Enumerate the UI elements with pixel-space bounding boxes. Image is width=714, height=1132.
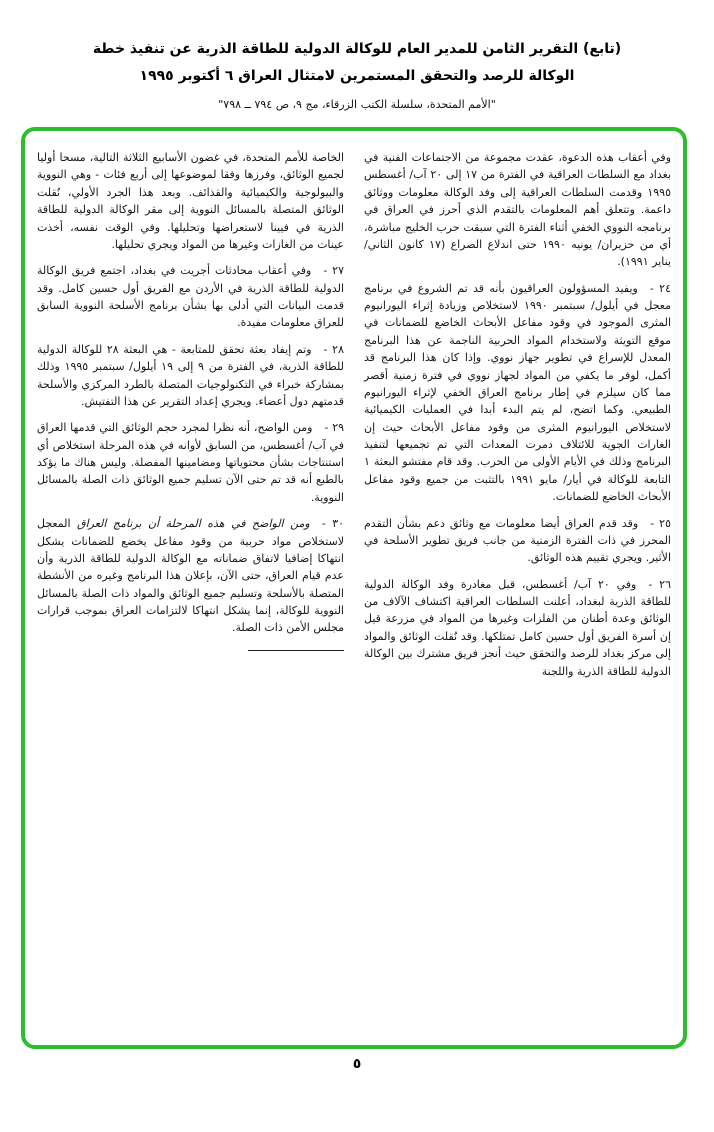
paragraph-text: الخاصة للأمم المتحدة، في غضون الأسابيع الثلاثة التالية، مسحا أوليا لجميع الوثائق، وفرزها وفقا لموضوعها إلى أربع فئات - وهي النووية والبيولوجية والكيميائية والقذائف. وبعد هذا الجرد الأولي، نُقلت الوثائق المتصلة بالمسائل النووية إلى مقر الوكالة الدولية للطاقة الذرية في فيينا لاستعراضها وتحليلها. وفي الوقت نفسه، أخذت عينات من الغازات وغيرها من المواد ويجري تحليلها. [37, 151, 344, 251]
paragraph-text: ومن الواضح، أنه نظرا لمجرد حجم الوثائق التي قدمها العراق في آب/ أغسطس، من السابق لأوانه في هذه المرحلة استخلاص أي استنتاجات بشأن محتوياتها ومضامينها المفصلة. وليس هناك ما يؤكد بالطبع أنه قد تم حتى الآن تسليم جميع الوثائق ذات الصلة بالمسائل النووية. [37, 421, 344, 504]
paragraph-italic-lead: ومن الواضح في هذه المرحلة أن برنامج العراق [77, 517, 310, 531]
paragraph-number: ٣٠ - [321, 517, 345, 531]
paragraph-30 [37, 515, 344, 637]
paragraph-number: ٢٨ - [323, 342, 344, 356]
paragraph-29 [37, 419, 344, 506]
paragraph-number: ٢٩ - [324, 421, 345, 435]
paragraph-number: ٢٤ - [649, 281, 671, 295]
paragraph-text: وفي أعقاب هذه الدعوة، عقدت مجموعة من الاجتماعات الفنية في بغداد مع السلطات العراقية في الفترة من ١٧ إلى ٢٠ آب/ أغسطس ١٩٩٥ وقدمت السلطات العراقية إلى وفد الوكالة معلومات ووثائق داعمة. وتتعلق أهم المعلومات بالتقدم الذي أحرز في العراق في برنامجه النووي الخفي أثناء الفترة التي سبقت حرب الخليج مباشرة، أي من حزيران/ يونيه ١٩٩٠ حتى اندلاع الصراع (١٧ كانون الثاني/ يناير ١٩٩١). [364, 151, 672, 269]
document-header [20, 36, 694, 111]
paragraph-text: ويفيد المسؤولون العراقيون بأنه قد تم الشروع في برنامج معجل في أيلول/ سبتمبر ١٩٩٠ لاستخلاص وزيادة إثراء اليورانيوم المثرى الموجود في وقود مفاعل الأبحاث الخاضع للضمانات في موقع التويثة ولاستخدام المواد الحربية الناجمة عن هذا البرنامج المعدل للإسراع في تطوير جهاز نووي. وإذا كان هذا البرنامج قد أكمل، لوفر ما يكفي من المواد لجهاز نووي في فترة زمنية أقصر مما كان سيلزم في إطار برنامج العراق الخفي لإثراء اليورانيوم الطبيعي. وكما اتضح، لم يتم البدء أبدا في العمليات الكيميائية لاستخلاص اليورانيوم المثرى من وقود مفاعل الأبحاث حيث إن الغارات الجوية للائتلاف دمرت المعدات التي تم تجميعها لتنفيذ البرنامج وذلك في الأيام الأولى من الحرب. وقد قام مفتشو البعثة ١ التابعة للوكالة في أيار/ مايو ١٩٩١ بالتثبت من جميع وقود مفاعل الأبحاث الخاضع للضمانات. [364, 281, 671, 504]
paragraph-27 [37, 262, 344, 332]
report-title-line2: الوكالة للرصد والتحقق المستمرين لامتثال العراق ٦ أكتوبر ١٩٩٥ [139, 68, 575, 85]
page-number: ٥ [352, 1056, 362, 1072]
paragraph-number: ٢٧ - [323, 264, 344, 278]
paragraph-number: ٢٦ - [648, 577, 671, 591]
paragraph-text: وقد قدم العراق أيضا معلومات مع وثائق دعم بشأن التقدم المحرز في ذات الفترة الزمنية من جانب فريق تطوير الأسلحة في الأثير. ويجري تقييم هذه الوثائق. [364, 516, 671, 565]
paragraph-text: وفي ٢٠ آب/ أغسطس، قبل مغادرة وفد الوكالة الدولية للطاقة الذرية لبغداد، أعلنت السلطات العراقية اكتشاف الآلاف من الوثائق وعدة أطنان من الفلزات وغيرها من المواد في مزرعة قيل إن أسرة الفريق أول حسين كامل تمتلكها. وقد نُقلت الوثائق والمواد إلى مركز بغداد للرصد والتحقق حيث أنجز فريق مشترك بين الوكالة الدولية للطاقة الذرية واللجنة [364, 577, 671, 678]
two-column-text [25, 131, 683, 689]
paragraph-24 [364, 280, 671, 506]
paragraph-25 [364, 515, 671, 567]
paragraph-continuation [364, 149, 671, 271]
paragraph-number: ٢٥ - [650, 516, 671, 530]
paragraph-text: وفي أعقاب محادثات أجريت في بغداد، اجتمع فريق الوكالة الدولية للطاقة الذرية في الأردن مع الفريق أول حسين كامل. وقد قدمت البيانات التي أدلى بها بشأن برنامج الأسلحة النووية السابق للعراق معلومات مفيدة. [37, 264, 344, 330]
left-column [37, 149, 344, 651]
paragraph-text: وتم إيفاد بعثة تحقق للمتابعة - هي البعثة ٢٨ للوكالة الدولية للطاقة الذرية، في الفترة من ٩ إلى ١٩ أيلول/ سبتمبر ١٩٩٥ وذلك بمشاركة خبراء في التكنولوجيات المتصلة بالطرد المركزي والأسلحة قدمتهم دول أعضاء. ويجري إعداد التقرير عن هذا التفتيش. [37, 342, 344, 408]
report-title-line1: (تابع) التقرير الثامن للمدير العام للوكالة الدولية للطاقة الذرية عن تنفيذ خطة [92, 41, 622, 57]
paragraph-26 [364, 576, 671, 680]
green-border-box [21, 127, 687, 1049]
paragraph-28 [37, 341, 344, 411]
end-divider [248, 650, 344, 651]
source-citation: "الأمم المتحدة، سلسلة الكتب الزرقاء، مج ٩، ص ٧٩٤ ــ ٧٩٨" [218, 97, 496, 111]
paragraph-text: المعجل لاستخلاص مواد حربية من وقود مفاعل يخضع للضمانات يشكل انتهاكا إضافيا لاتفاق ضماناته مع الوكالة الدولية للطاقة الذرية وأن عدم قيام العراق، حتى الآن، بإعلان هذا البرنامج وغيره من الأنشطة المتصلة بالأسلحة وتسليم جميع الوثائق والمواد ذات الصلة بالمسائل النووية للوكالة، إنما يشكل انتهاكا لالتزامات العراق بموجب قرارات مجلس الأمن ذات الصلة. [37, 517, 344, 635]
paragraph-continuation [37, 149, 344, 253]
right-column [364, 149, 671, 689]
